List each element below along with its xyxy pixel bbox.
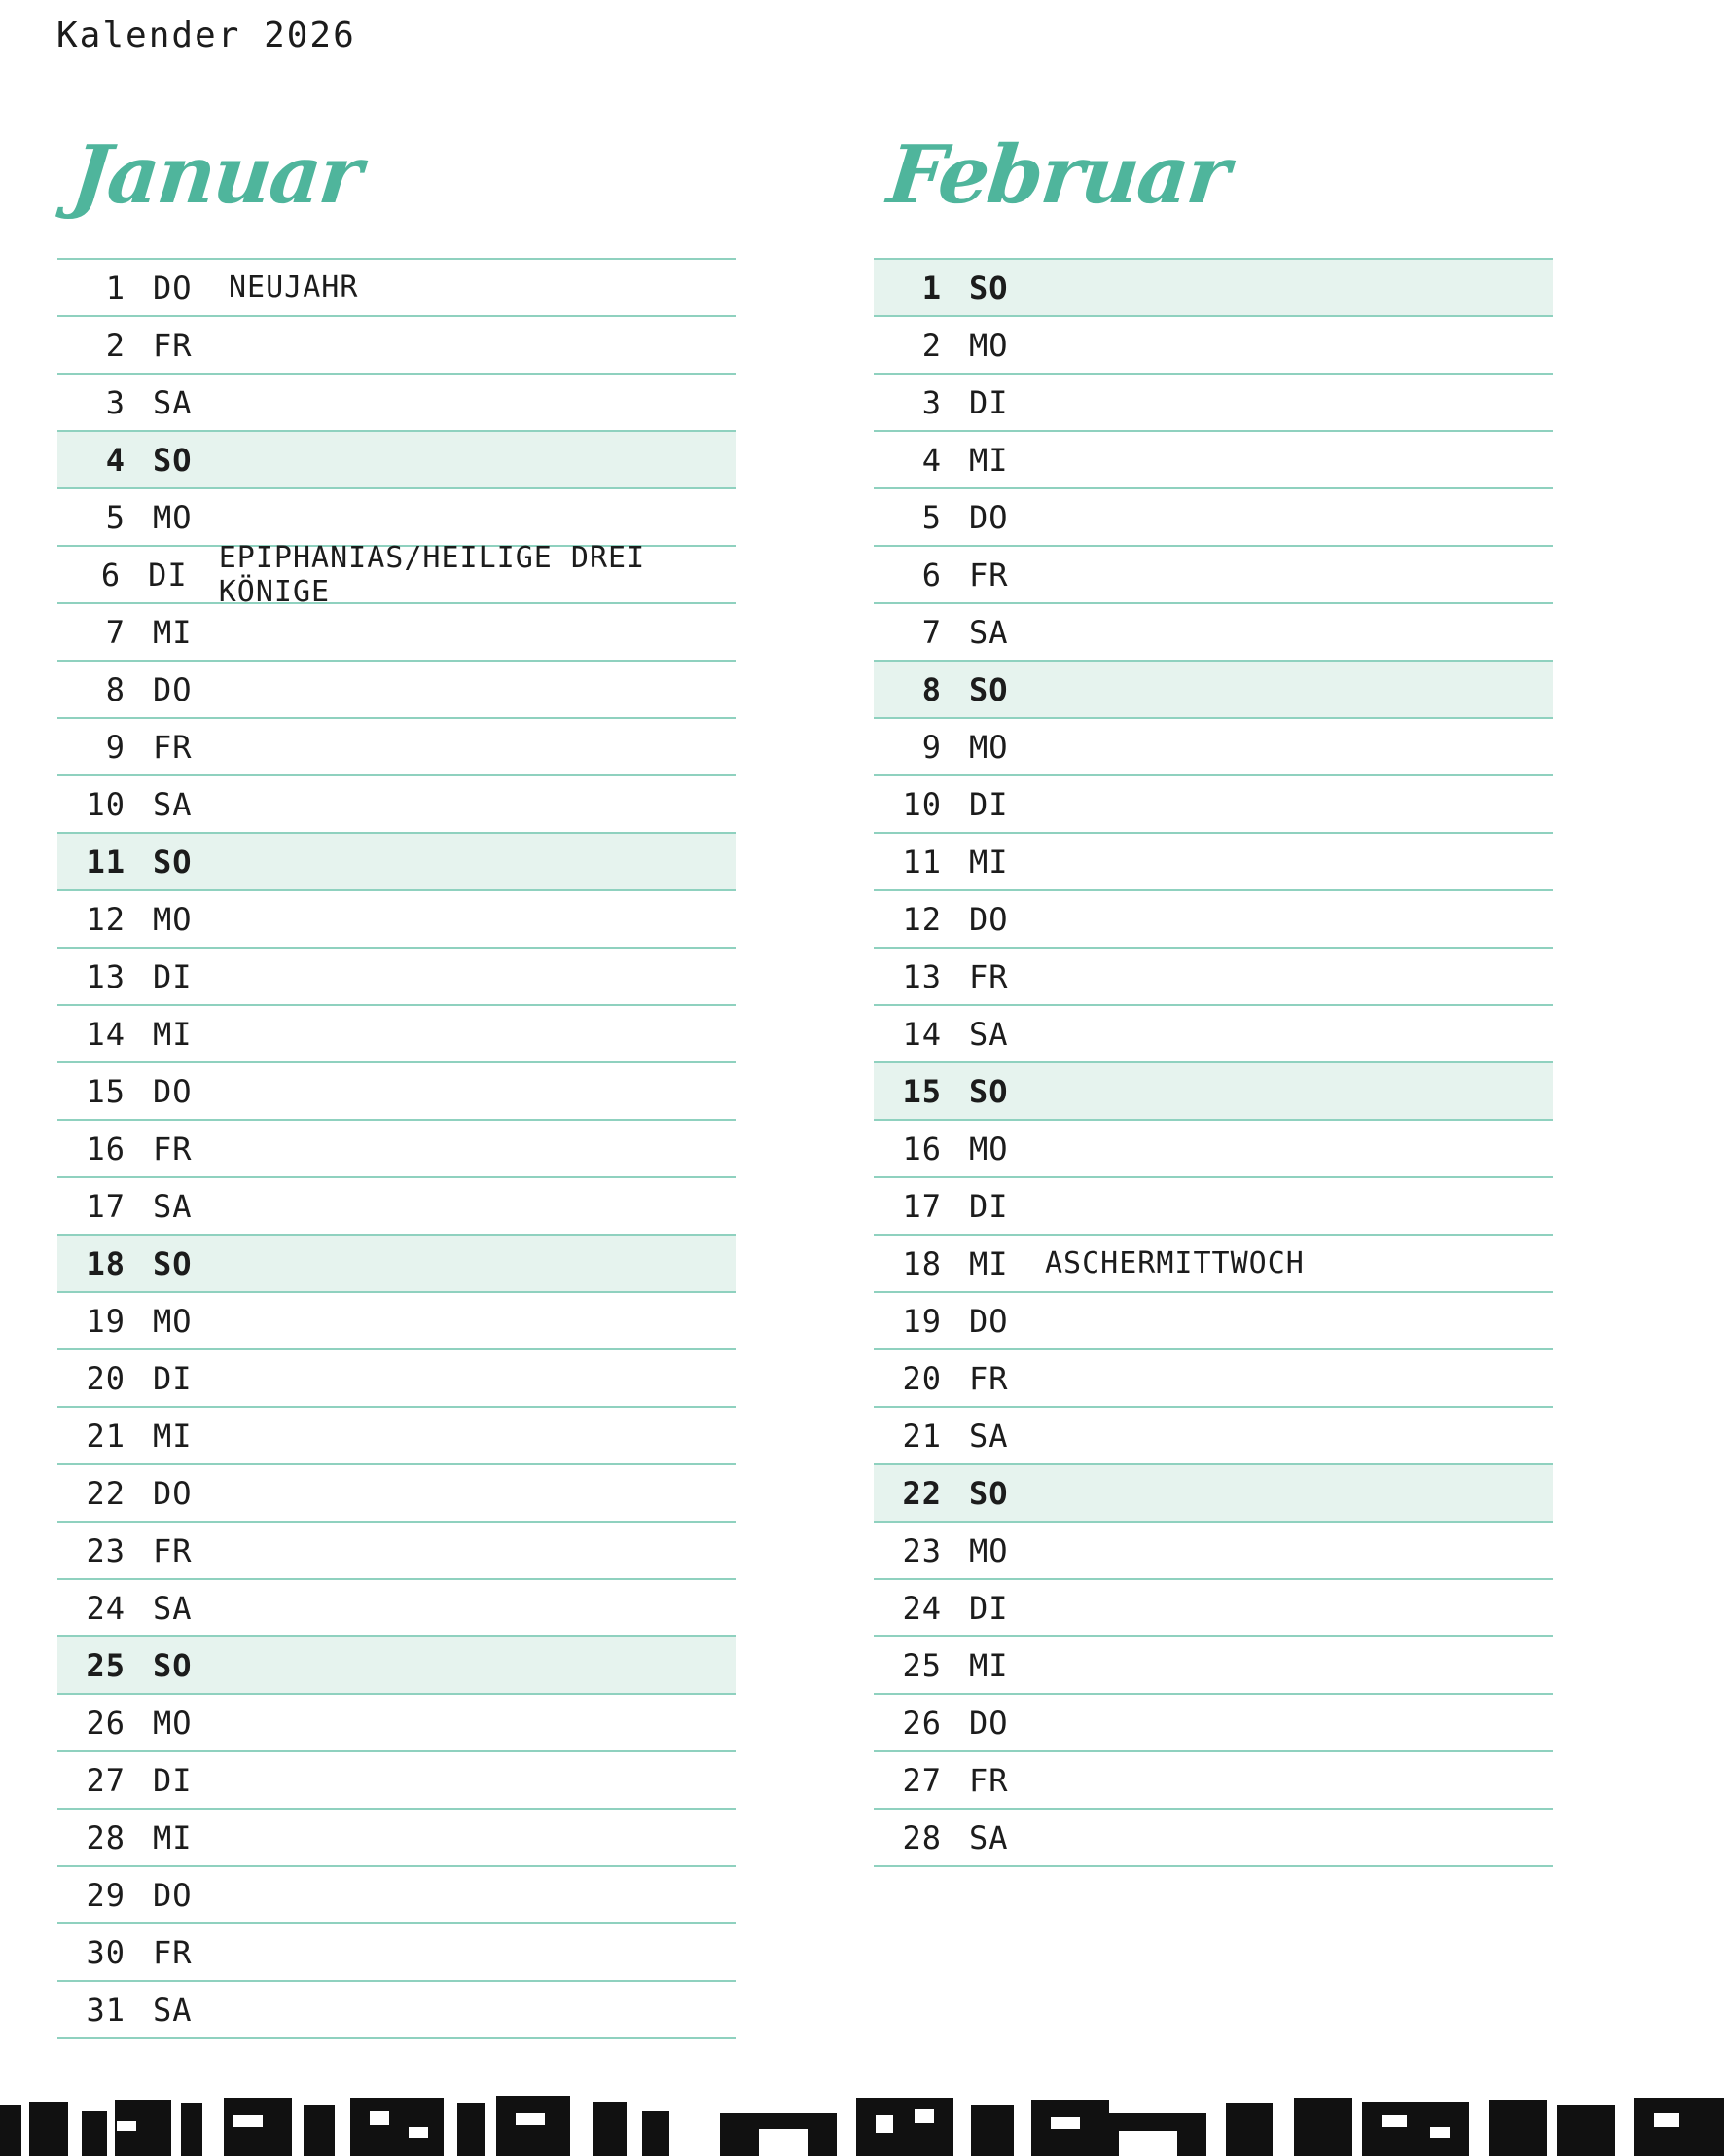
weekday: FR (153, 1933, 193, 1971)
day-row (874, 1178, 1553, 1236)
weekday: MO (969, 1531, 1009, 1569)
weekday: DO (153, 670, 193, 708)
day-row (57, 1063, 736, 1121)
day-list (57, 258, 736, 2039)
weekday: FR (969, 556, 1009, 593)
day-number: 19 (902, 1302, 942, 1340)
day-number: 11 (902, 843, 942, 880)
day-number: 3 (105, 383, 126, 421)
day-number: 23 (902, 1531, 942, 1569)
weekday: MI (153, 1015, 193, 1053)
day-number: 27 (86, 1761, 126, 1799)
day-row (874, 1063, 1553, 1121)
day-number: 28 (86, 1818, 126, 1856)
day-row (874, 834, 1553, 891)
day-number: 1 (921, 269, 942, 306)
day-row (874, 260, 1553, 317)
weekday: MO (153, 1704, 193, 1742)
day-number: 26 (902, 1704, 942, 1742)
holiday-note: NEUJAHR (229, 270, 359, 305)
day-row (57, 317, 736, 375)
weekday: FR (153, 1130, 193, 1168)
weekday: DI (153, 1359, 193, 1397)
day-number: 2 (921, 326, 942, 364)
day-row (874, 1752, 1553, 1810)
day-number: 16 (86, 1130, 126, 1168)
weekday: DO (153, 1876, 193, 1914)
day-number: 21 (86, 1417, 126, 1455)
day-number: 24 (86, 1589, 126, 1627)
day-number: 7 (105, 613, 126, 651)
weekday: DI (969, 785, 1009, 823)
day-number: 31 (86, 1991, 126, 2029)
day-row (57, 662, 736, 719)
weekday: DO (969, 1302, 1009, 1340)
weekday: MI (153, 1818, 193, 1856)
weekday: MI (969, 441, 1009, 479)
day-number: 7 (921, 613, 942, 651)
day-row (57, 1006, 736, 1063)
day-row (874, 719, 1553, 776)
day-row (874, 1006, 1553, 1063)
day-number: 23 (86, 1531, 126, 1569)
day-number: 5 (105, 498, 126, 536)
day-number: 8 (921, 670, 942, 708)
weekday: SO (969, 1474, 1009, 1512)
day-row (874, 1350, 1553, 1408)
weekday: MI (969, 1244, 1009, 1282)
weekday: DI (153, 957, 193, 995)
day-row (57, 1523, 736, 1580)
day-row (57, 1752, 736, 1810)
weekday: DO (969, 498, 1009, 536)
weekday: DI (153, 1761, 193, 1799)
weekday: MI (153, 613, 193, 651)
weekday: DI (969, 383, 1009, 421)
weekday: SA (969, 1015, 1009, 1053)
day-row (874, 375, 1553, 432)
day-number: 20 (902, 1359, 942, 1397)
day-number: 4 (921, 441, 942, 479)
day-row (57, 1810, 736, 1867)
weekday: SA (153, 1589, 193, 1627)
day-number: 14 (902, 1015, 942, 1053)
day-row (874, 489, 1553, 547)
weekday: MO (153, 900, 193, 938)
day-number: 20 (86, 1359, 126, 1397)
weekday: DO (969, 1704, 1009, 1742)
day-number: 14 (86, 1015, 126, 1053)
day-row (57, 1695, 736, 1752)
bottom-decoration (0, 2092, 1724, 2156)
day-number: 15 (86, 1072, 126, 1110)
day-number: 29 (86, 1876, 126, 1914)
day-row (57, 1293, 736, 1350)
day-number: 3 (921, 383, 942, 421)
day-row (874, 1408, 1553, 1465)
day-row (57, 540, 736, 609)
day-row (874, 1695, 1553, 1752)
weekday: MI (969, 1646, 1009, 1684)
day-number: 21 (902, 1417, 942, 1455)
weekday: SO (153, 843, 193, 880)
weekday: SO (153, 1244, 193, 1282)
day-number: 9 (921, 728, 942, 766)
day-number: 9 (105, 728, 126, 766)
day-row (57, 1236, 736, 1293)
day-number: 2 (105, 326, 126, 364)
weekday: FR (153, 728, 193, 766)
weekday: SO (153, 441, 193, 479)
weekday: DI (969, 1187, 1009, 1225)
weekday: SA (969, 1417, 1009, 1455)
weekday: DI (148, 556, 188, 593)
day-row (57, 719, 736, 776)
day-number: 26 (86, 1704, 126, 1742)
day-row (57, 1982, 736, 2039)
weekday: FR (969, 957, 1009, 995)
day-number: 28 (902, 1818, 942, 1856)
weekday: DO (153, 1474, 193, 1512)
weekday: SA (969, 1818, 1009, 1856)
weekday: SA (153, 1187, 193, 1225)
day-number: 12 (86, 900, 126, 938)
day-row (57, 1178, 736, 1236)
day-row (57, 1924, 736, 1982)
month-januar (57, 117, 736, 2039)
day-number: 18 (902, 1244, 942, 1282)
black-pixel-graphic-icon (0, 2092, 1724, 2156)
weekday: SO (153, 1646, 193, 1684)
day-number: 6 (921, 556, 942, 593)
weekday: MO (969, 1130, 1009, 1168)
weekday: FR (969, 1761, 1009, 1799)
day-row (57, 1465, 736, 1523)
day-row (57, 949, 736, 1006)
day-row (874, 776, 1553, 834)
weekday: MI (969, 843, 1009, 880)
weekday: DI (969, 1589, 1009, 1627)
day-row (57, 1408, 736, 1465)
weekday: DO (153, 1072, 193, 1110)
day-row (874, 547, 1553, 604)
weekday: SO (969, 670, 1009, 708)
weekday: MI (153, 1417, 193, 1455)
day-number: 18 (86, 1244, 126, 1282)
weekday: SA (153, 1991, 193, 2029)
weekday: DO (153, 269, 193, 306)
month-title: Januar (67, 128, 365, 222)
day-number: 24 (902, 1589, 942, 1627)
day-row (874, 1236, 1553, 1293)
day-number: 19 (86, 1302, 126, 1340)
day-row (874, 1523, 1553, 1580)
day-number: 17 (86, 1187, 126, 1225)
weekday: FR (153, 1531, 193, 1569)
day-number: 11 (86, 843, 126, 880)
day-row (874, 432, 1553, 489)
day-number: 10 (902, 785, 942, 823)
day-row (57, 260, 736, 317)
holiday-note: EPIPHANIAS/HEILIGE DREI KÖNIGE (218, 540, 646, 609)
day-row (874, 1121, 1553, 1178)
day-row (57, 432, 736, 489)
day-number: 12 (902, 900, 942, 938)
day-row (874, 949, 1553, 1006)
day-row (57, 1867, 736, 1924)
weekday: MO (969, 728, 1009, 766)
day-number: 22 (902, 1474, 942, 1512)
holiday-note: ASCHERMITTWOCH (1045, 1246, 1305, 1280)
day-row (874, 317, 1553, 375)
weekday: MO (969, 326, 1009, 364)
day-row (874, 1637, 1553, 1695)
day-row (57, 375, 736, 432)
day-row (57, 604, 736, 662)
weekday: SO (969, 269, 1009, 306)
day-number: 22 (86, 1474, 126, 1512)
day-row (57, 834, 736, 891)
day-number: 16 (902, 1130, 942, 1168)
day-row (57, 891, 736, 949)
weekday: SA (153, 383, 193, 421)
day-number: 4 (105, 441, 126, 479)
day-row (57, 1121, 736, 1178)
day-row (874, 1465, 1553, 1523)
day-number: 13 (86, 957, 126, 995)
day-row (874, 1810, 1553, 1867)
day-number: 25 (902, 1646, 942, 1684)
day-number: 13 (902, 957, 942, 995)
day-row (57, 1637, 736, 1695)
day-number: 30 (86, 1933, 126, 1971)
day-row (57, 776, 736, 834)
day-number: 8 (105, 670, 126, 708)
day-number: 25 (86, 1646, 126, 1684)
day-row (57, 489, 736, 547)
weekday: SA (153, 785, 193, 823)
day-number: 6 (100, 556, 122, 593)
day-row (57, 1580, 736, 1637)
day-list (874, 258, 1553, 1867)
day-number: 1 (105, 269, 126, 306)
day-number: 10 (86, 785, 126, 823)
month-title: Februar (883, 128, 1233, 222)
day-row (874, 891, 1553, 949)
weekday: SO (969, 1072, 1009, 1110)
month-februar (874, 117, 1553, 1867)
weekday: MO (153, 1302, 193, 1340)
day-row (57, 1350, 736, 1408)
day-number: 5 (921, 498, 942, 536)
weekday: DO (969, 900, 1009, 938)
day-row (874, 1293, 1553, 1350)
weekday: FR (153, 326, 193, 364)
weekday: FR (969, 1359, 1009, 1397)
day-number: 15 (902, 1072, 942, 1110)
day-row (874, 604, 1553, 662)
page-title: Kalender 2026 (56, 16, 356, 55)
weekday: SA (969, 613, 1009, 651)
day-number: 17 (902, 1187, 942, 1225)
day-row (874, 662, 1553, 719)
weekday: MO (153, 498, 193, 536)
day-row (874, 1580, 1553, 1637)
day-number: 27 (902, 1761, 942, 1799)
